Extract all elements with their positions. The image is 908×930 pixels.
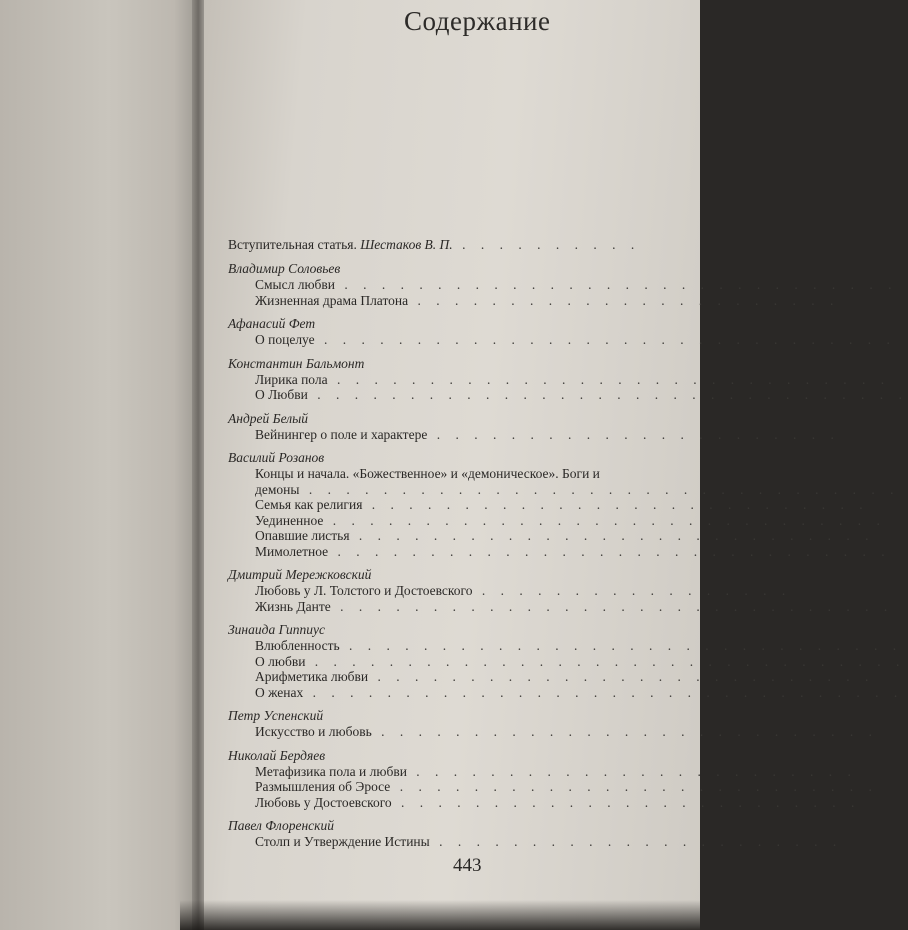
entry-title: Размышления об Эросе — [255, 779, 391, 794]
toc-entry — [228, 292, 840, 309]
dot-leader: . . . . . . . . . . . . . . . . . . . . . . . . . . . . . . — [335, 277, 898, 292]
toc-entry — [228, 387, 908, 403]
toc-section — [228, 450, 900, 559]
section-author: Владимир Соловьев — [228, 261, 341, 276]
toc-entry — [228, 332, 896, 348]
toc-entry — [228, 684, 904, 701]
dot-leader: . . . . . . . . . . . . . . . . . . . . . . . . . . . . . . — [330, 598, 894, 614]
entry-title: Арифметика любви — [255, 669, 369, 684]
entry-title: Лирика пола — [255, 371, 328, 387]
toc-sections — [228, 261, 908, 850]
toc-section — [228, 316, 896, 348]
dot-leader: . . . . . . . . . . . . . . . . . . . . . . . . . . . . . . . . — [305, 653, 906, 669]
toc-entry — [228, 653, 906, 670]
entry-title: Мимолетное — [255, 543, 329, 559]
dot-leader: . . . . . . . . . . . . . . . . . . . . . . . . . . . . — [349, 528, 875, 543]
toc-entry — [228, 763, 857, 780]
entry-title: Жизнь Данте — [255, 598, 331, 614]
toc-section — [228, 410, 840, 443]
entry-title: Семья как религия — [255, 497, 363, 512]
dot-leader: . . . . . . . . . . . . . . . . . . . . . . . . . . . . . . . . — [303, 684, 904, 700]
section-author: Зинаида Гиппиус — [228, 622, 325, 637]
toc-entry — [228, 481, 900, 498]
page-number: 443 — [453, 855, 482, 876]
toc-entry — [228, 528, 875, 544]
page-title: Содержание — [404, 6, 551, 36]
dot-leader: . . . . . . . . . . . . . . . . . . . . . . . . . . — [390, 779, 878, 794]
toc-entry — [228, 583, 792, 599]
toc-entry — [228, 466, 700, 482]
section-author: Дмитрий Мережковский — [228, 567, 372, 582]
dot-leader: . . . . . . . . . . . . . . . . . . . . . . . . . . . . . . . — [314, 332, 896, 347]
dot-leader: . . . . . . . . . . . . . . . . . . . . . . . . . . . . . . . . — [307, 387, 908, 402]
toc-entry — [228, 669, 875, 685]
toc-section — [228, 622, 906, 700]
dot-leader: . . . . . . . . . . . . . . . . . . . . . . . . . . . — [368, 669, 875, 684]
section-author: Павел Флоренский — [228, 818, 334, 833]
toc-entry — [228, 794, 861, 811]
toc-section — [228, 355, 908, 403]
toc-entry — [228, 638, 903, 654]
toc-entry — [228, 426, 840, 443]
dot-leader: . . . . . . . . . . . . . . . . . . . . . . — [427, 426, 840, 442]
dot-leader: . . . . . . . . . . . . . . . . . . . . . . — [429, 834, 843, 849]
toc-entry — [228, 543, 891, 560]
toc-entry — [228, 598, 894, 615]
toc-entry — [228, 512, 886, 529]
toc-entry — [228, 277, 898, 293]
dot-leader: . . . . . . . . . . — [452, 237, 641, 252]
dot-leader: . . . . . . . . . . . . . . . . . . . . . . . . . . . . . . — [323, 512, 886, 528]
dot-leader: . . . . . . . . . . . . . . . . . . . . . . . . . . . . . . . . — [299, 481, 900, 497]
dot-leader: . . . . . . . . . . . . . . . . . . . . . . . . — [406, 763, 857, 779]
entry-title: демоны — [255, 481, 300, 497]
entry-title: О поцелуе — [255, 332, 315, 347]
section-author: Андрей Белый — [228, 410, 309, 426]
entry-title: Любовь у Достоевского — [255, 794, 392, 810]
dot-leader: . . . . . . . . . . . . . . . . . . . . . . . . . — [391, 794, 861, 810]
entry-title: Искусство и любовь — [255, 724, 372, 739]
entry-title: Концы и начала. «Божественное» и «демоническое». Боги и — [255, 466, 600, 481]
entry-title: Метафизика пола и любви — [255, 763, 407, 779]
dot-leader: . . . . . . . . . . . . . . . . . . . . . . . . . . . . . . — [339, 638, 903, 653]
entry-title: Смысл любви — [255, 277, 336, 292]
entry-title: О любви — [255, 653, 306, 669]
entry-title: Любовь у Л. Толстого и Достоевского — [255, 583, 473, 598]
intro-label: Вступительная статья. — [228, 237, 357, 252]
table-of-contents — [228, 236, 908, 850]
toc-entry — [228, 834, 843, 850]
entry-title: Вейнингер о поле и характере — [255, 426, 428, 442]
entry-title: О женах — [255, 684, 304, 700]
entry-title: Уединенное — [255, 512, 324, 528]
section-author: Константин Бальмонт — [228, 355, 365, 371]
bottom-shadow — [180, 900, 700, 930]
dot-leader: . . . . . . . . . . . . . . . . . — [472, 583, 792, 598]
entry-title: О Любви — [255, 387, 308, 402]
toc-section — [228, 708, 878, 740]
toc-entry — [228, 724, 878, 740]
left-page — [0, 0, 198, 930]
section-author: Николай Бердяев — [228, 747, 326, 763]
entry-title: Влюбленность — [255, 638, 340, 653]
section-author: Петр Успенский — [228, 708, 324, 723]
toc-section — [228, 567, 894, 614]
entry-title: Опавшие листья — [255, 528, 350, 543]
toc-section — [228, 818, 843, 850]
dot-leader: . . . . . . . . . . . . . . . . . . . . . . . . . . . . . . — [327, 371, 891, 387]
dot-leader: . . . . . . . . . . . . . . . . . . . . . . . . . . . — [371, 724, 878, 739]
dot-leader: . . . . . . . . . . . . . . . . . . . . . . . . . . . — [362, 497, 869, 512]
entry-title: Жизненная драма Платона — [255, 292, 409, 308]
toc-entry — [228, 497, 869, 513]
toc-section — [228, 747, 878, 811]
toc-entry — [228, 371, 891, 388]
section-author: Василий Розанов — [228, 450, 325, 465]
entry-title: Столп и Утверждение Истины — [255, 834, 430, 849]
toc-entry — [228, 779, 878, 795]
dot-leader: . . . . . . . . . . . . . . . . . . . . . . . — [408, 292, 840, 308]
dot-leader: . . . . . . . . . . . . . . . . . . . . . . . . . . . . . . — [328, 543, 891, 559]
toc-intro-entry — [228, 236, 700, 253]
section-author: Афанасий Фет — [228, 316, 316, 331]
intro-author: Шестаков В. П. — [360, 237, 453, 252]
toc-section — [228, 261, 898, 308]
